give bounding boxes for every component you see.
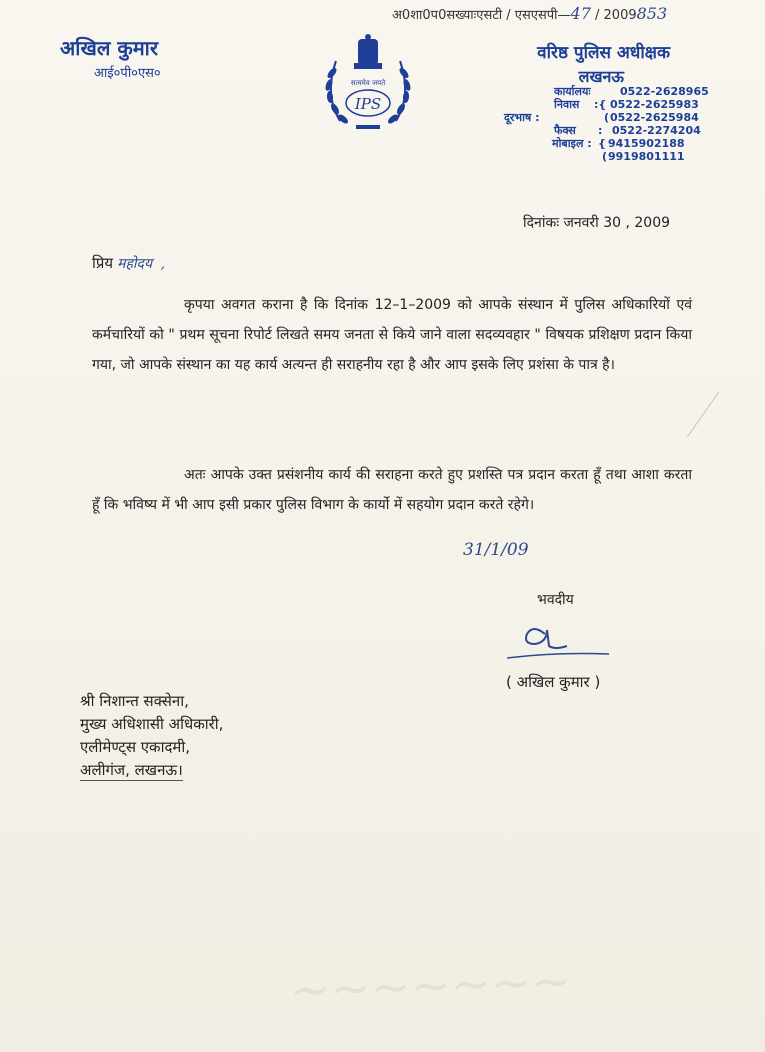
bleed-through-mark: ~~~~~~~ (289, 953, 573, 1019)
officer-name-block (60, 34, 161, 81)
officer-service: आई०पी०एस० (94, 66, 161, 81)
addressee-block (80, 690, 223, 782)
mobile-label: मोबाइल : (552, 137, 592, 150)
emblem-motto: सत्यमेव जयते (350, 79, 386, 87)
fax-label: फैक्स (554, 124, 576, 137)
addressee-designation: मुख्य अधिशासी अधिकारी, (80, 715, 224, 733)
reference-number (392, 4, 667, 23)
fax-number: 0522-2274204 (612, 124, 701, 137)
reference-year: / 2009 (595, 8, 637, 23)
closing: भवदीय (537, 592, 574, 608)
addressee-address: अलीगंज, लखनऊ। (80, 761, 183, 779)
city: लखनऊ (578, 67, 624, 86)
paragraph-1: कृपया अवगत कराना है कि दिनांक 12–1–2009 को आपके संस्थान में पुलिस अधिकारियों एवं कर्मचारियों को " प्रथम सूचना रिपोर्ट लिखते समय जनता से किये जाने वाला सदव्यवहार " विषयक प्रशिक्षण प्रदान किया गया, जो आपके संस्थान का यह कार्य अत्यन्त ही सराहनीय रहा है और आप इसके लिए प्रशंसा के पात्र है। (92, 297, 692, 373)
mobile-number-1: 9415902188 (608, 137, 685, 150)
reference-printed: अ0शा0प0सख्याःएसटी / एसएसपी— (392, 8, 571, 23)
handwritten-date: 31/1/09 (463, 540, 529, 560)
signatory-name: ( अखिल कुमार ) (506, 673, 601, 691)
salutation-text: प्रिय (92, 254, 114, 272)
officer-name: अखिल कुमार (60, 36, 159, 60)
office-block (537, 40, 670, 87)
letter-date: दिनांकः जनवरी 30 , 2009 (523, 215, 671, 231)
emblem-text: IPS (354, 95, 382, 113)
paragraph-2: अतः आपके उक्त प्रसंशनीय कार्य की सराहना करते हुए प्रशस्ति पत्र प्रदान करता हूँ तथा आशा करता हूँ कि भविष्य में भी आप इसी प्रकार पुलिस विभाग के कार्यो में सहयोग प्रदान करते रहेगे। (92, 467, 692, 513)
residence-number-1: 0522-2625983 (610, 98, 699, 111)
addressee-organization: एलीमेण्ट्स एकादमी, (80, 738, 191, 756)
residence-number-2: 0522-2625984 (610, 111, 699, 124)
office-label: कार्यालयः (554, 85, 591, 98)
mobile-number-2: 9919801111 (608, 150, 685, 163)
ips-emblem-icon (318, 33, 418, 135)
office-number: 0522-2628965 (620, 85, 709, 98)
designation: वरिष्ठ पुलिस अधीक्षक (537, 43, 670, 63)
signature-icon (505, 620, 615, 664)
addressee-name: श्री निशान्त सक्सेना, (80, 692, 189, 710)
residence-label: निवास (554, 98, 580, 111)
phone-label: दूरभाष : (504, 111, 540, 124)
salutation: प्रिय महोदय , (92, 254, 166, 272)
reference-hand-suffix: 853 (636, 4, 668, 23)
reference-hand-number: 47 (570, 4, 591, 23)
salutation-handwritten: महोदय (117, 256, 153, 272)
